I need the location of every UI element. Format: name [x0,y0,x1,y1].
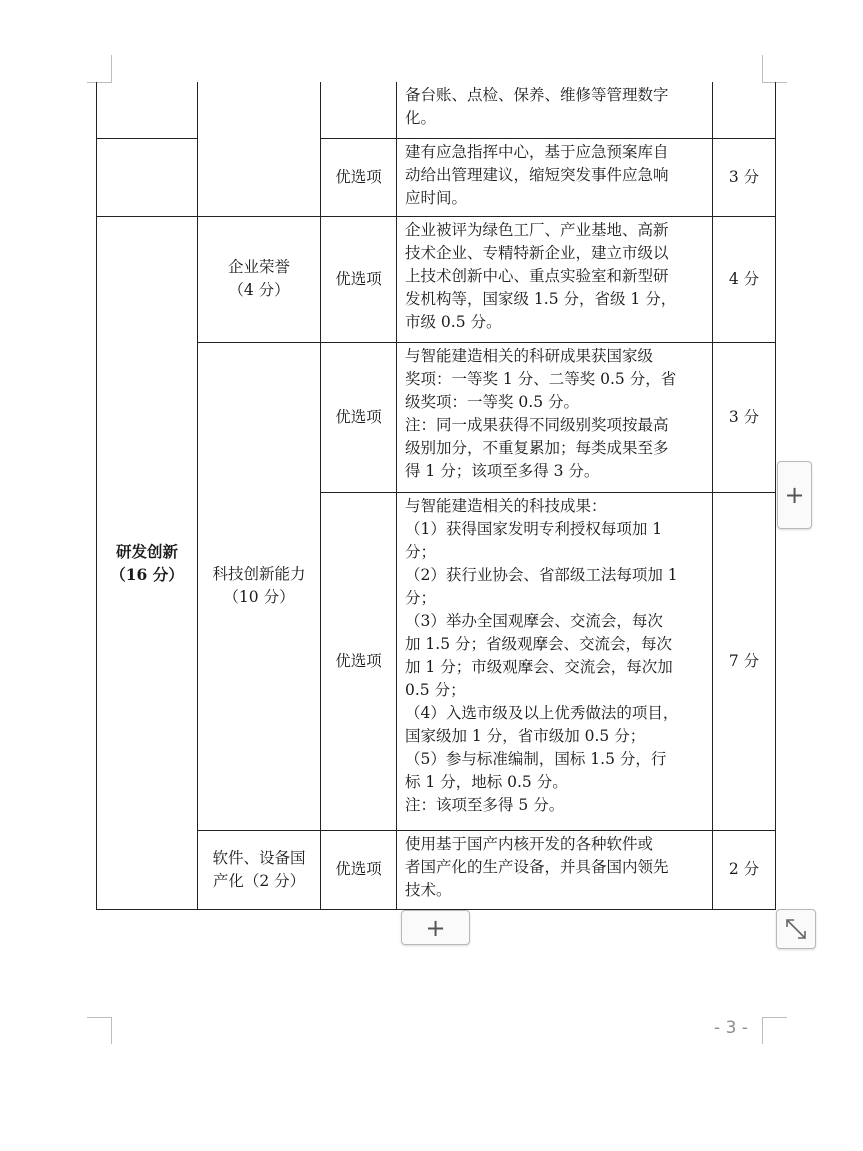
type-label: 优选项 [335,860,382,878]
page-number: - 3 - [714,1018,748,1038]
score-value: 4 分 [728,269,760,288]
description-line: 与智能建造相关的科技成果： [405,496,607,515]
description-cell[interactable] [397,138,713,216]
type-cell[interactable] [321,342,397,492]
type-cell[interactable] [321,138,397,216]
type-label: 优选项 [335,167,382,186]
description-line: 级别加分，不重复累加；每类成果至多 [405,438,669,457]
score-value: 2 分 [728,860,760,878]
description-line: 应时间。 [405,188,468,207]
crop-mark-bottom-left [87,1017,112,1044]
description-line: 注：同一成果获得不同级别奖项按最高 [405,415,669,434]
sub-item-name: 企业荣誉 [227,258,290,276]
plus-icon: + [784,481,805,509]
description-line: 奖项：一等奖 1 分、二等奖 0.5 分，省 [405,369,677,388]
type-cell[interactable] [321,216,397,342]
description-line: 加 1 分；市级观摩会、交流会，每次加 [405,657,673,676]
description-line: 企业被评为绿色工厂、产业基地、高新 [405,220,669,239]
description-line: （4）入选市级及以上优秀做法的项目， [405,703,679,722]
description-line: 与智能建造相关的科研成果获国家级 [405,346,654,365]
expand-table-button[interactable] [776,909,816,949]
description-line: 者国产化的生产设备，并具备国内领先 [405,857,669,876]
description-line: 0.5 分； [405,680,466,699]
type-cell[interactable] [321,830,397,909]
sub-item-cell-continued[interactable] [198,82,321,216]
description-line: 动给出管理建议，缩短突发事件应急响 [405,165,669,184]
crop-mark-top-left [87,55,112,83]
description-line: 分； [405,588,437,607]
crop-mark-top-right [762,55,787,83]
score-cell[interactable] [713,492,776,830]
description-cell[interactable] [397,216,713,342]
type-label: 优选项 [335,269,382,288]
type-cell[interactable] [321,492,397,830]
score-cell[interactable] [713,216,776,342]
category-cell[interactable] [97,216,198,909]
table-row [97,216,776,342]
sub-item-cell[interactable] [198,216,321,342]
type-label: 优选项 [335,407,382,426]
category-name: 研发创新 [115,541,178,561]
description-line: 注：该项至多得 5 分。 [405,795,565,814]
sub-item-name: 软件、设备国 [212,848,306,867]
description-cell[interactable] [397,342,713,492]
scoring-table [96,82,776,910]
sub-item-cell[interactable] [198,830,321,909]
score-value: 7 分 [728,651,760,670]
description-line: 分； [405,542,437,561]
score-cell[interactable] [713,342,776,492]
score-cell[interactable] [713,830,776,909]
description-line: 上技术创新中心、重点实验室和新型研 [405,266,669,285]
type-cell[interactable] [321,82,397,138]
description-line: （3）举办全国观摩会、交流会，每次 [405,611,663,630]
category-points: （16 分） [110,564,184,584]
description-line: 加 1.5 分；省级观摩会、交流会，每次 [405,634,673,653]
description-line: 级奖项：一等奖 0.5 分。 [405,392,580,411]
description-line: 技术企业、专精特新企业，建立市级以 [405,243,669,262]
crop-mark-bottom-right [762,1017,787,1044]
expand-arrows-icon [777,910,815,948]
type-label: 优选项 [335,651,382,670]
description-line: 技术。 [405,880,452,899]
category-cell-continued[interactable] [97,138,198,216]
description-cell[interactable] [397,82,713,138]
description-line: 化。 [405,109,437,127]
table-row [97,82,776,138]
description-line: 备台账、点检、保养、维修等管理数字 [405,86,669,104]
description-cell[interactable] [397,830,713,909]
description-line: 发机构等，国家级 1.5 分，省级 1 分， [405,289,677,308]
description-line: 标 1 分，地标 0.5 分。 [405,772,568,791]
description-line: 建有应急指挥中心，基于应急预案库自 [405,142,669,161]
score-value: 3 分 [728,167,760,186]
description-line: （2）获行业协会、省部级工法每项加 1 [405,565,678,584]
category-cell-continued[interactable] [97,82,198,138]
sub-item-points: （10 分） [223,588,295,606]
add-column-button[interactable] [777,461,812,529]
description-line: 得 1 分；该项至多得 3 分。 [405,461,600,480]
description-line: 国家级加 1 分，省市级加 0.5 分； [405,726,646,745]
description-line: （5）参与标准编制，国标 1.5 分，行 [405,749,667,768]
sub-item-points: 产化（2 分） [212,871,306,890]
score-cell[interactable] [713,138,776,216]
sub-item-points: （4 分） [228,281,290,299]
table-row [97,830,776,909]
score-value: 3 分 [728,407,760,426]
sub-item-name: 科技创新能力 [212,565,306,583]
description-line: （1）获得国家发明专利授权每项加 1 [405,519,663,538]
description-line: 市级 0.5 分。 [405,312,502,331]
table-row [97,342,776,492]
score-cell[interactable] [713,82,776,138]
add-row-button[interactable] [401,910,470,945]
plus-icon: + [425,913,446,942]
description-cell[interactable] [397,492,713,830]
description-line: 使用基于国产内核开发的各种软件或 [405,834,654,853]
sub-item-cell[interactable] [198,342,321,830]
